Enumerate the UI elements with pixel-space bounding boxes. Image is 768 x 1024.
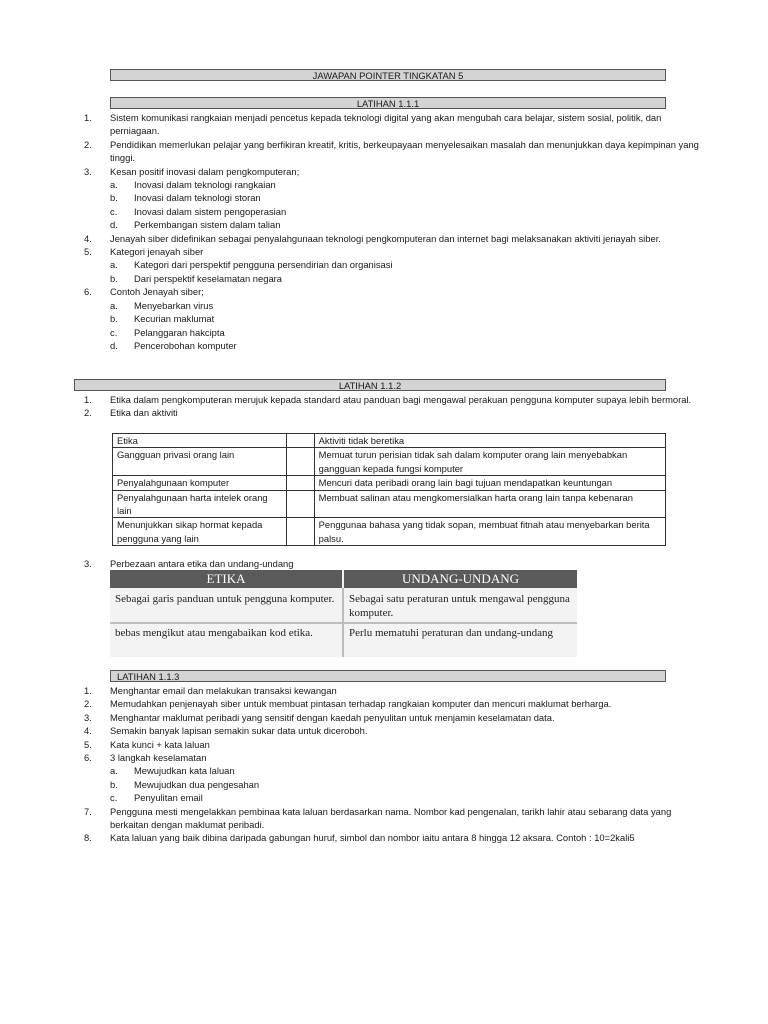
sub-letter: a. (110, 179, 118, 191)
sub-text: Kecurian maklumat (134, 313, 215, 325)
list-item (84, 165, 704, 232)
latihan-113-list (84, 684, 688, 845)
list-item (84, 406, 704, 419)
section-header-latihan-113: LATIHAN 1.1.3 (110, 670, 666, 682)
table-cell: Membuat salinan atau mengkomersialkan harta orang lain tanpa kebenaran (314, 490, 665, 518)
table-cell (286, 448, 314, 476)
table-cell: Memuat turun perisian tidak sah dalam komputer orang lain menyebabkan gangguan kepada fungsi komputer (314, 448, 665, 476)
item-text: Contoh Jenayah siber; (110, 286, 204, 298)
item-number: 8. (84, 832, 92, 844)
list-item (84, 138, 704, 165)
etika-table (112, 433, 666, 546)
item-text: Etika dan aktiviti (110, 407, 178, 419)
sub-item (110, 326, 704, 339)
comparison-divider-horizontal (110, 622, 577, 624)
item-number: 3. (84, 558, 92, 569)
item-number: 3. (84, 165, 92, 177)
item-text: Semakin banyak lapisan semakin sukar data untuk diceroboh. (110, 725, 368, 737)
sub-list (110, 258, 704, 285)
list-item (84, 751, 688, 805)
item-number: 5. (84, 246, 92, 258)
item-text: Kesan positif inovasi dalam pengkomputeran; (110, 165, 300, 177)
sub-item (110, 258, 704, 271)
table-cell: Penggunaa bahasa yang tidak sopan, membuat fitnah atau menyebarkan berita palsu. (314, 518, 665, 546)
item-number: 1. (84, 685, 92, 696)
table-header-cell (286, 434, 314, 448)
table-cell (286, 476, 314, 490)
sub-text: Kategori dari perspektif pengguna persendirian dan organisasi (134, 259, 393, 271)
item-text: Memudahkan penjenayah siber untuk membuat pintasan terhadap rangkaian komputer dan mencuri maklumat berharga. (110, 698, 612, 710)
sub-item (110, 778, 688, 791)
comparison-cell: bebas mengikut atau mengabaikan kod etika. (115, 627, 313, 639)
item-number: 3. (84, 711, 92, 723)
sub-letter: a. (110, 765, 118, 777)
list-item (84, 684, 688, 697)
sub-letter: b. (110, 192, 118, 204)
document-title: JAWAPAN POINTER TINGKATAN 5 (110, 69, 666, 81)
sub-list (110, 299, 704, 353)
list-item (84, 724, 688, 737)
comparison-header-etika: ETIKA (110, 570, 342, 588)
sub-letter: d. (110, 219, 118, 231)
item-text: Pengguna mesti mengelakkan pembinaa kata laluan berdasarkan nama. Nombor kad pengenalan, tarikh lahir atau sebarang data yang berkaitan dengan maklumat peribadi. (110, 805, 672, 831)
item-number: 1. (84, 112, 92, 123)
list-item (84, 711, 688, 724)
list-item (84, 285, 704, 352)
table-row (113, 476, 666, 490)
list-item (84, 232, 704, 245)
comparison-header-undang: UNDANG-UNDANG (344, 570, 577, 588)
sub-text: Inovasi dalam teknologi storan (134, 192, 261, 204)
latihan-112-list-cont (84, 557, 704, 570)
sub-list (110, 178, 704, 232)
sub-text: Dari perspektif keselamatan negara (134, 272, 282, 284)
sub-text: Pencerobohan komputer (134, 339, 237, 351)
item-text: Pendidikan memerlukan pelajar yang berfikiran kreatif, kritis, berkeupayaan menyelesaikan masalah dan menunjukkan daya kepimpinan yang tinggi. (110, 138, 699, 164)
sub-item (110, 764, 688, 777)
list-item (84, 557, 704, 570)
sub-text: Inovasi dalam sistem pengoperasian (134, 205, 287, 217)
table-row (113, 490, 666, 518)
table-row (113, 518, 666, 546)
table-header-cell: Aktiviti tidak beretika (314, 434, 665, 448)
sub-list (110, 764, 688, 804)
sub-letter: b. (110, 778, 118, 790)
item-text: Perbezaan antara etika dan undang-undang (110, 558, 294, 569)
item-text: 3 langkah keselamatan (110, 752, 207, 764)
sub-letter: b. (110, 272, 118, 284)
list-item (84, 393, 704, 406)
section-header-latihan-112: LATIHAN 1.1.2 (74, 379, 666, 391)
item-number: 4. (84, 232, 92, 244)
item-number: 6. (84, 286, 92, 298)
sub-item (110, 218, 704, 231)
comparison-figure (110, 570, 577, 657)
sub-text: Menyebarkan virus (134, 299, 214, 311)
table-cell: Gangguan privasi orang lain (113, 448, 287, 476)
item-number: 5. (84, 738, 92, 750)
item-text: Etika dalam pengkomputeran merujuk kepada standard atau panduan bagi mengawal perakuan pengguna komputer supaya lebih bermoral. (110, 394, 692, 405)
table-row (113, 448, 666, 476)
latihan-111-list (84, 111, 704, 352)
item-text: Jenayah siber didefinikan sebagai penyalahgunaan teknologi pengkomputeran dan internet bagi melaksanakan aktiviti jenayah siber. (110, 232, 661, 244)
item-number: 2. (84, 138, 92, 150)
item-text: Sistem komunikasi rangkaian menjadi pencetus kepada teknologi digital yang akan mengubah cara belajar, sistem sosial, politik, dan perniagaan. (110, 112, 662, 137)
table-cell: Penyalahgunaan komputer (113, 476, 287, 490)
sub-letter: c. (110, 326, 118, 338)
list-item (84, 805, 688, 832)
sub-letter: c. (110, 792, 118, 804)
sub-item (110, 272, 704, 285)
sub-letter: a. (110, 259, 118, 271)
latihan-112-list (84, 393, 704, 420)
item-number: 4. (84, 725, 92, 737)
table-cell (286, 518, 314, 546)
section-header-latihan-111: LATIHAN 1.1.1 (110, 97, 666, 109)
comparison-cell: Perlu mematuhi peraturan dan undang-undang (349, 627, 554, 639)
list-item (84, 697, 688, 710)
table-cell: Penyalahgunaan harta intelek orang lain (113, 490, 287, 518)
comparison-cell: Sebagai satu peraturan untuk mengawal pengguna komputer. (349, 593, 570, 619)
sub-letter: d. (110, 339, 118, 351)
table-cell: Mencuri data peribadi orang lain bagi tujuan mendapatkan keuntungan (314, 476, 665, 490)
sub-text: Perkembangan sistem dalam talian (134, 219, 281, 231)
item-text: Kategori jenayah siber (110, 246, 204, 258)
sub-text: Pelanggaran hakcipta (134, 326, 225, 338)
item-text: Menghantar email dan melakukan transaksi kewangan (110, 685, 337, 696)
list-item (84, 111, 704, 138)
list-item (84, 738, 688, 751)
sub-letter: b. (110, 313, 118, 325)
sub-letter: a. (110, 299, 118, 311)
sub-item (110, 299, 704, 312)
table-header-cell: Etika (113, 434, 287, 448)
item-text: Menghantar maklumat peribadi yang sensitif dengan kaedah penyulitan untuk menjamin keselamatan data. (110, 711, 555, 723)
sub-item (110, 339, 704, 352)
item-text: Kata kunci + kata laluan (110, 738, 210, 750)
sub-item (110, 312, 704, 325)
item-number: 6. (84, 752, 92, 764)
item-text: Kata laluan yang baik dibina daripada gabungan huruf, simbol dan nombor iaitu antara 8 hingga 12 aksara. Contoh : 10=2kali5 (110, 832, 635, 844)
comparison-cell: Sebagai garis panduan untuk pengguna komputer. (115, 593, 335, 605)
sub-text: Mewujudkan kata laluan (134, 765, 235, 777)
list-item (84, 245, 704, 285)
sub-text: Inovasi dalam teknologi rangkaian (134, 179, 276, 191)
table-header-row (113, 434, 666, 448)
sub-item (110, 178, 704, 191)
list-item (84, 831, 688, 844)
sub-item (110, 791, 688, 804)
sub-text: Penyulitan email (134, 792, 203, 804)
table-cell (286, 490, 314, 518)
sub-letter: c. (110, 205, 118, 217)
sub-text: Mewujudkan dua pengesahan (134, 778, 260, 790)
table-cell: Menunjukkan sikap hormat kepada pengguna yang lain (113, 518, 287, 546)
item-number: 2. (84, 407, 92, 419)
item-number: 2. (84, 698, 92, 710)
sub-item (110, 205, 704, 218)
item-number: 1. (84, 394, 92, 405)
item-number: 7. (84, 805, 92, 817)
sub-item (110, 191, 704, 204)
